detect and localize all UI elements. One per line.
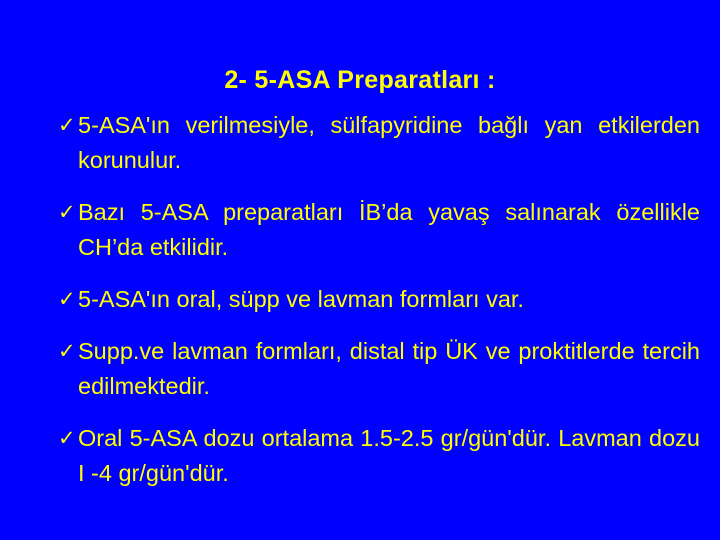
check-mark-icon: ✓: [58, 114, 76, 137]
bullet-item: [58, 421, 700, 491]
bullet-item: [58, 334, 700, 404]
bullet-text: 5-ASA'ın verilmesiyle, sülfapyridine bağlı yan etkilerden korunulur.: [78, 112, 700, 173]
bullet-text: Supp.ve lavman formları, distal tip ÜK ve proktitlerde tercih edilmektedir.: [78, 338, 700, 399]
bullet-item: [58, 195, 700, 265]
check-mark-icon: ✓: [58, 288, 76, 311]
bullet-text: Bazı 5-ASA preparatları İB’da yavaş salınarak özellikle CH’da etkilidir.: [78, 199, 700, 260]
check-mark-icon: ✓: [58, 340, 76, 363]
bullet-text: 5-ASA'ın oral, süpp ve lavman formları var.: [78, 286, 524, 312]
check-mark-icon: ✓: [58, 427, 76, 450]
slide-title: 2- 5-ASA Preparatları :: [224, 66, 496, 94]
check-mark-icon: ✓: [58, 201, 76, 224]
bullet-text: Oral 5-ASA dozu ortalama 1.5-2.5 gr/gün'dür. Lavman dozu I -4 gr/gün'dür.: [78, 425, 700, 486]
bullet-item: [58, 282, 700, 317]
bullet-item: [58, 108, 700, 178]
bullet-list: [58, 108, 700, 508]
